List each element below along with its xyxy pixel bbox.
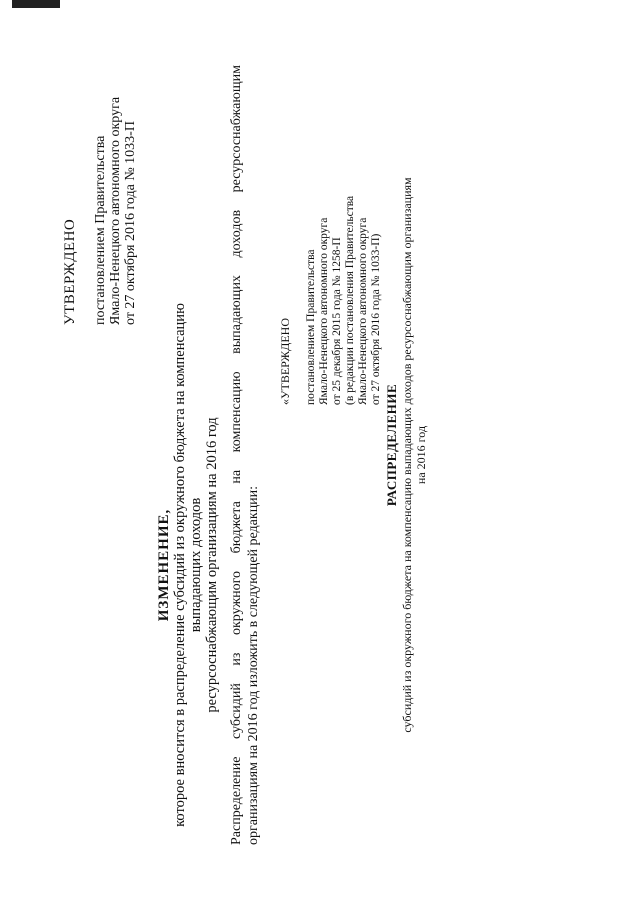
quoted-approval-title: «УТВЕРЖДЕНО bbox=[278, 317, 292, 405]
approval-stamp bbox=[62, 25, 138, 325]
quoted-approval-line: от 27 октября 2016 года № 1033-П) bbox=[370, 233, 382, 405]
body-line: организациям на 2016 год изложить в следующей редакции: bbox=[246, 485, 261, 845]
scan-edge-mark bbox=[12, 0, 60, 8]
body-line: Распределение субсидий из окружного бюджета на компенсацию выпадающих доходов ресурсоснабжающим bbox=[229, 65, 244, 845]
quoted-approval-line: от 25 декабря 2015 года № 1258-П bbox=[331, 237, 343, 405]
approval-title: УТВЕРЖДЕНО bbox=[62, 218, 78, 325]
distribution-subheading-line: субсидий из окружного бюджета на компенсацию выпадающих доходов ресурсоснабжающим организациям bbox=[400, 177, 414, 733]
change-heading: ИЗМЕНЕНИЕ, bbox=[156, 508, 172, 622]
distribution-subheading bbox=[400, 145, 428, 765]
quoted-approval-line: (в редакции постановления Правительства bbox=[344, 195, 356, 405]
approval-line: постановлением Правительства bbox=[93, 135, 108, 325]
quoted-approval-line: постановлением Правительства bbox=[305, 249, 317, 405]
distribution-subheading-line: на 2016 год bbox=[414, 425, 428, 485]
change-subheading bbox=[172, 265, 220, 865]
approval-line: от 27 октября 2016 года № 1033-П bbox=[123, 121, 138, 325]
body-paragraph bbox=[228, 65, 262, 845]
quoted-approval-line: Ямало-Ненецкого автономного округа bbox=[357, 217, 369, 405]
change-subheading-line: ресурсоснабжающим организациям на 2016 год bbox=[204, 417, 220, 713]
change-subheading-line: которое вносится в распределение субсидий из окружного бюджета на компенсацию выпадающих доходов bbox=[172, 303, 204, 827]
quoted-approval-line: Ямало-Ненецкого автономного округа bbox=[318, 217, 330, 405]
distribution-heading: РАСПРЕДЕЛЕНИЕ bbox=[384, 383, 399, 507]
approval-line: Ямало-Ненецкого автономного округа bbox=[108, 96, 123, 325]
quoted-approval-stamp bbox=[278, 145, 383, 405]
